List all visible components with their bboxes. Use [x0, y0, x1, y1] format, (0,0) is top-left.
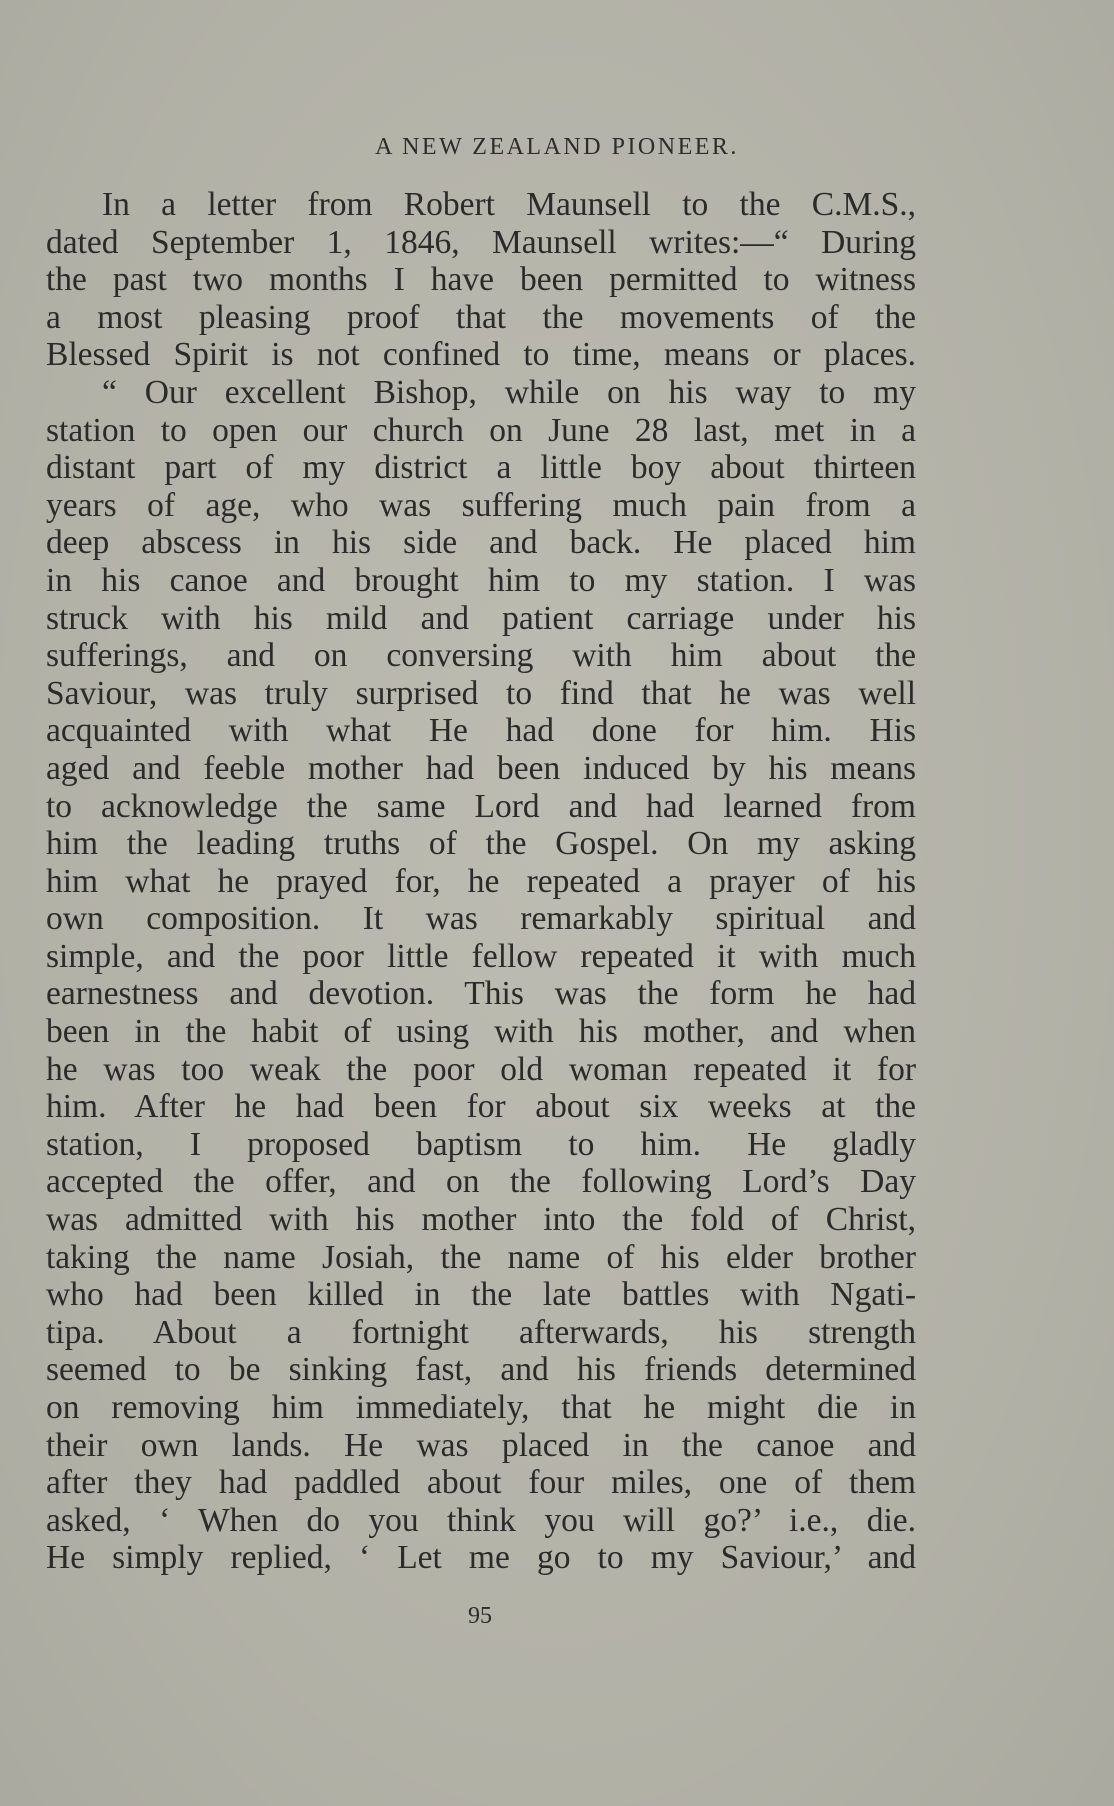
text-line: “ Our excellent Bishop, while on his way to my — [102, 373, 916, 411]
text-line: Saviour, was truly surprised to find that he was well — [46, 674, 916, 712]
text-line: their own lands. He was placed in the canoe and — [46, 1426, 916, 1464]
text-line: He simply replied, ‘ Let me go to my Saviour,’ and — [46, 1539, 916, 1577]
text-line: station to open our church on June 28 last, met in a — [46, 411, 916, 449]
text-line: simple, and the poor little fellow repeated it with much — [46, 937, 916, 975]
text-line: accepted the offer, and on the following Lord’s Day — [46, 1163, 916, 1201]
text-line: he was too weak the poor old woman repeated it for — [46, 1050, 916, 1088]
text-line: years of age, who was suffering much pain from a — [46, 486, 916, 524]
text-line: deep abscess in his side and back. He placed him — [46, 524, 916, 562]
text-line: him the leading truths of the Gospel. On my asking — [46, 825, 916, 863]
text-line: struck with his mild and patient carriage under his — [46, 599, 916, 637]
text-line: who had been killed in the late battles with Ngati- — [46, 1276, 916, 1314]
text-line: dated September 1, 1846, Maunsell writes:—“ During — [46, 223, 916, 261]
text-line: seemed to be sinking fast, and his friends determined — [46, 1351, 916, 1389]
text-line: in his canoe and brought him to my station. I was — [46, 561, 916, 599]
text-line: on removing him immediately, that he might die in — [46, 1389, 916, 1426]
text-line: In a letter from Robert Maunsell to the C.M.S., — [102, 186, 916, 223]
page-number: 95 — [468, 1603, 492, 1629]
text-line: to acknowledge the same Lord and had learned from — [46, 787, 916, 825]
text-line: him what he prayed for, he repeated a prayer of his — [46, 862, 916, 900]
text-line: him. After he had been for about six weeks at the — [46, 1088, 916, 1126]
text-line: distant part of my district a little boy about thirteen — [46, 449, 916, 487]
text-line: a most pleasing proof that the movements of the — [46, 298, 916, 336]
text-line: station, I proposed baptism to him. He gladly — [46, 1125, 916, 1163]
body-text — [46, 186, 916, 1577]
text-line: tipa. About a fortnight afterwards, his strength — [46, 1313, 916, 1351]
text-line: earnestness and devotion. This was the form he had — [46, 975, 916, 1013]
text-line: taking the name Josiah, the name of his elder brother — [46, 1238, 916, 1276]
text-line: sufferings, and on conversing with him about the — [46, 637, 916, 675]
text-line: was admitted with his mother into the fold of Christ, — [46, 1201, 916, 1239]
text-line: after they had paddled about four miles, one of them — [46, 1464, 916, 1502]
text-line: been in the habit of using with his mother, and when — [46, 1013, 916, 1051]
text-line: Blessed Spirit is not confined to time, means or places. — [46, 336, 916, 374]
text-line: the past two months I have been permitted to witness — [46, 261, 916, 299]
running-head: A NEW ZEALAND PIONEER. — [375, 134, 739, 160]
text-line: aged and feeble mother had been induced by his means — [46, 749, 916, 787]
text-line: acquainted with what He had done for him. His — [46, 712, 916, 750]
text-line: own composition. It was remarkably spiritual and — [46, 900, 916, 938]
text-line: asked, ‘ When do you think you will go?’ i.e., die. — [46, 1501, 916, 1539]
